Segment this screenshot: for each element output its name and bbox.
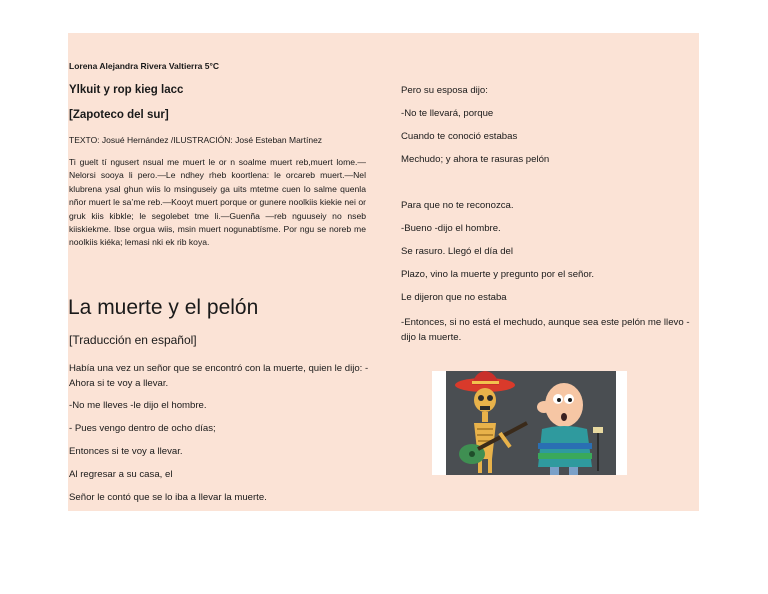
right-line-3: Cuando te conoció estabas	[401, 131, 518, 142]
left-line-1: Había una vez un señor que se encontró con la muerte, quien le dijo: -Ahora si te voy a llevar.	[69, 363, 369, 389]
left-line-3: - Pues vengo dentro de ocho días;	[69, 423, 216, 434]
right-line-5: Para que no te reconozca.	[401, 200, 514, 211]
right-line-9: Le dijeron que no estaba	[401, 292, 507, 303]
spanish-heading: La muerte y el pelón	[68, 296, 259, 319]
zapotec-paragraph: Ti guelt tí ngusert nsual me muert le or n soalme muert reb,muert lome.—Nelorsi sooya li pero.—Le ndhey rheb koortlena: le orcareb muert.—Nel klubrena ysal ghun wiis lo msinguseiy ga uits mtetme cuen lo salme quenla nñor muert le sa’me reb.—Kooyt muert porque or gunere noolkiis kiekie nei or gruk kiis kibkle; le segolebet tme li.—Guenña —reb nguuseiy no nseb kiiskiekme. Ibse orgua wiis, msin muert nogunabtísme. Por ngu se noreb me noolkiis kiéka; lemasi nki ek rib koya.	[69, 157, 366, 248]
left-line-2: -No me lleves -le dijo el hombre.	[69, 400, 207, 411]
story-subtitle: [Zapoteco del sur]	[69, 109, 169, 121]
left-line-5: Al regresar a su casa, el	[69, 469, 173, 480]
skeleton-guitar-and-bald-man-illustration	[432, 371, 627, 475]
right-line-8: Plazo, vino la muerte y pregunto por el señor.	[401, 269, 595, 280]
right-line-7: Se rasuro. Llegó el día del	[401, 246, 514, 257]
right-line-10: -Entonces, si no está el mechudo, aunque sea este pelón me llevo -dijo la muerte.	[401, 317, 690, 343]
right-line-1: Pero su esposa dijo:	[401, 85, 488, 96]
credits-line: TEXTO: Josué Hernández /ILUSTRACIÓN: José Esteban Martínez	[69, 135, 323, 145]
story-title: Ylkuit y rop kieg lacc	[69, 84, 184, 96]
right-line-6: -Bueno -dijo el hombre.	[401, 223, 501, 234]
left-line-6: Señor le contó que se lo iba a llevar la muerte.	[69, 492, 267, 503]
left-line-4: Entonces si te voy a llevar.	[69, 446, 183, 457]
right-line-2: -No te llevará, porque	[401, 108, 494, 119]
author-line: Lorena Alejandra Rivera Valtierra 5°C	[69, 61, 220, 71]
right-line-4: Mechudo; y ahora te rasuras pelón	[401, 154, 550, 165]
translation-note: [Traducción en español]	[69, 333, 197, 347]
